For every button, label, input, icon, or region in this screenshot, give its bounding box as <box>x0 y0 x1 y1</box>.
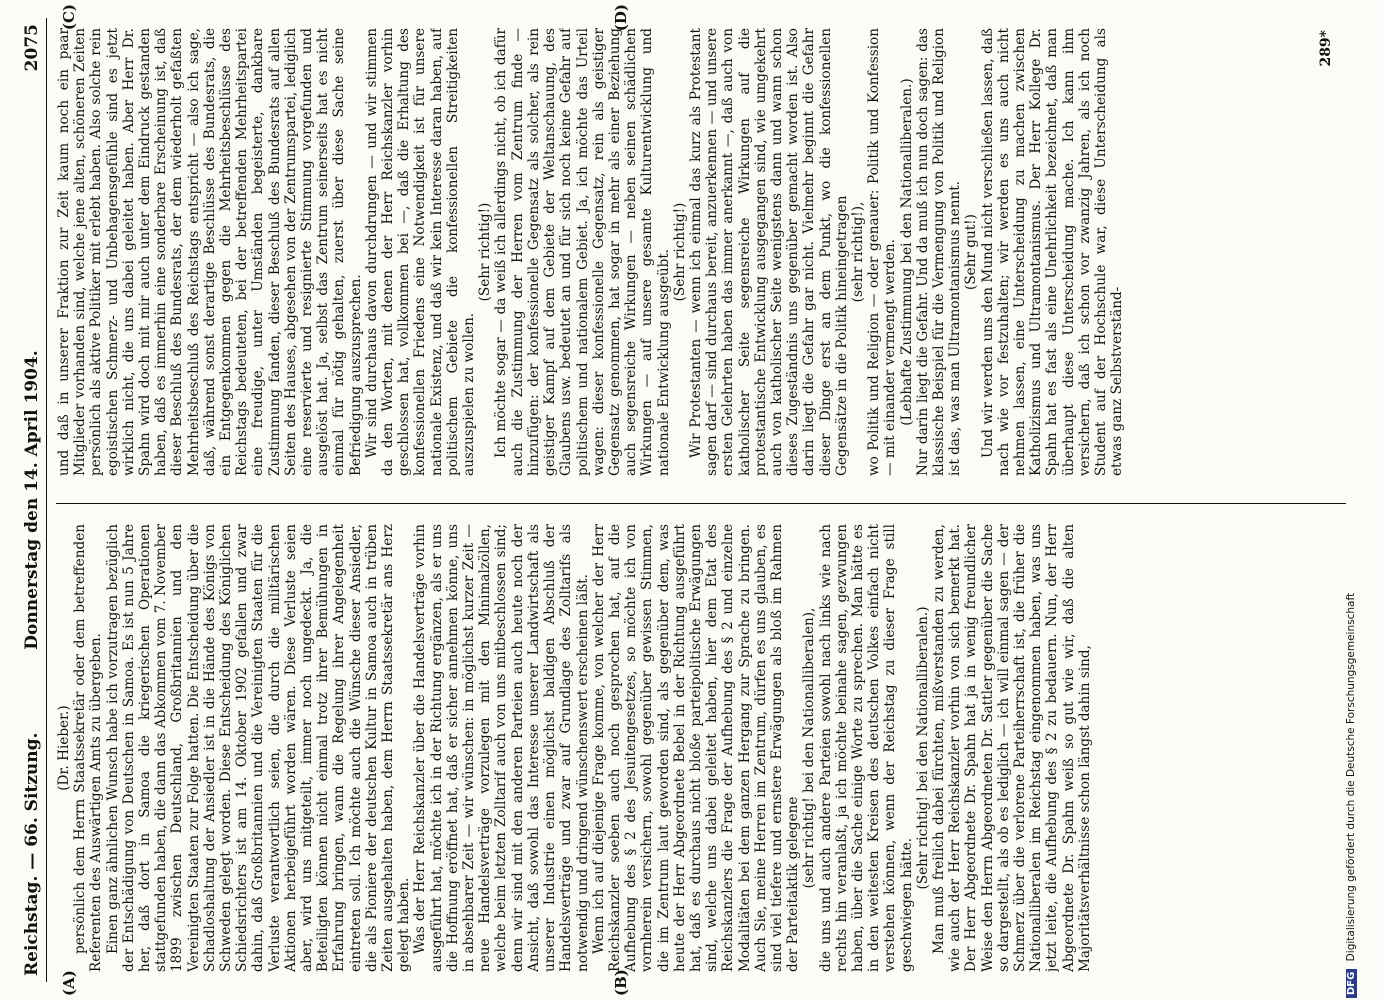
digitization-text: Digitalisierung gefördert durch die Deutsche Forschungsgemeinschaft <box>1345 592 1357 962</box>
paragraph: Wir Protestanten — wenn ich einmal das kurz als Protestant sagen darf — sind durchaus bereit, anzuerkennen — und unsere ersten Gelehrten haben das immer anerkannt —, daß auch von katholischer Seite segensreiche Wirkungen auf die protestantische Entwicklung ausgegangen sind, wie umgekehrt auch von katholischer Seite wenigstens dann und wann schon dieses Zugeständnis uns gegenüber gemacht worden ist. Also darin liegt die Gefahr gar nicht. Vielmehr beginnt die Gefahr dieser Dinge erst an dem Punkt, wo die konfessionellen Gegensätze in die Politik hineingetragen <box>687 28 850 476</box>
page-header <box>8 18 48 982</box>
paragraph: wo Politik und Religion — oder genauer: Politik und Konfession — mit einander vermengt werden. <box>866 28 899 476</box>
paragraph: Was der Herr Reichskanzler über die Handelsverträge vorhin ausgeführt hat, möchte ich in der Richtung ergänzen, als er uns die Hoffnung eröffnet hat, daß er sicher annehmen könne, uns in absehbarer Zeit — wir wünschen: in möglichst kurzer Zeit — neue Handelsverträge vorzulegen mit den Minimalzöllen, welche beim letzten Zolltarif auch von uns mitbeschlossen sind; denn wir sind mit den anderen Parteien auch heute noch der Ansicht, daß sowohl das Interesse unserer Landwirtschaft als unserer Industrie einen möglichst baldigen Abschluß der Handelsverträge und zwar auf Grundlage des Zolltarifs als notwendig und dringend wünschenswert erscheinen läßt. <box>412 524 591 972</box>
paragraph: die uns und auch andere Parteien sowohl nach links wie nach rechts hin veranlaßt, ja ich möchte beinahe sagen, gezwungen haben, über die Sache einige Worte zu sprechen. Man hätte es in den weitesten Kreisen des deutschen Volkes einfach nicht verstehen können, wenn der Reichstag zu dieser Frage still geschwiegen hätte. <box>817 524 915 972</box>
margin-marker-b: (B) <box>612 969 630 996</box>
dfg-logo: DFG <box>1346 969 1357 998</box>
margin-marker-c: (C) <box>60 4 78 31</box>
paragraph: Wir sind durchaus davon durchdrungen — und wir stimmen da den Worten, mit denen der Herr Reichskanzler vorhin geschlossen hat, vollkommen bei —, daß die Erhaltung des konfessionellen Friedens eine Notwendigkeit ist für unsere nationale Existenz, und daß wir kein Interesse daran haben, auf politischem Gebiete die konfessionellen Streitigkeiten auszuspielen zu wollen. <box>363 28 478 476</box>
right-column <box>56 28 1356 476</box>
header-session: Reichstag. — 66. Sitzung. <box>22 732 42 976</box>
interjection: (Lebhafte Zustimmung bei den Nationalliberalen.) <box>898 78 915 426</box>
column-divider <box>56 503 1346 504</box>
interjection: (sehr richtig! bei den Nationalliberalen), <box>801 607 818 889</box>
interjection: (Sehr richtig!) <box>477 202 494 302</box>
header-page-number: 2075 <box>22 24 42 72</box>
margin-marker-d: (D) <box>612 4 630 32</box>
left-column <box>56 524 1356 972</box>
paragraph: Ich möchte sogar — da weiß ich allerdings nicht, ob ich dafür auch die Zustimmung der Herren vom Zentrum finde — hinzufügen: der konfessionelle Gegensatz als solcher, als rein geistiger Kampf auf dem Gebiete der Weltanschauung, des Glaubens usw. bedeutet an und für sich noch keine Gefahr auf politischem und nationalem Gebiet. Ja, ich möchte das Urteil wagen: dieser konfessionelle Gegensatz, rein als geistiger Gegensatz genommen, hat sogar in mehr als einer Beziehung auch segensreiche Wirkungen — neben seinen schädlichen Wirkungen — auf unsere gesamte Kulturentwicklung und nationale Entwicklung ausgeübt. <box>493 28 672 476</box>
paragraph: Nur darin liegt die Gefahr. Und da muß ich nun doch sagen: das klassische Beispiel für die Vermengung von Politik und Religion ist das, was man Ultramontanismus nennt. <box>914 28 964 476</box>
digitization-note <box>1345 8 1365 998</box>
paragraph: Einen ganz ähnlichen Wunsch habe ich vorzutragen bezüglich der Entschädigung von Deutschen in Samoa. Es ist nun 5 Jahre her, daß dort in Samoa die kriegerischen Operationen stattgefunden haben, die dann das Abkommen vom 7. November 1899 zwischen Deutschland, Großbritannien und den Vereinigten Staaten zur Folge hatten. Die Entscheidung über die Schadloshaltung der Ansiedler ist in die Hände des Königs von Schweden gelegt worden. Diese Entscheidung des Königlichen Schiedsrichters ist am 14. Oktober 1902 gefallen und zwar dahin, daß Großbritannien und die Vereinigten Staaten für die Verluste verantwortlich seien, die durch die militärischen Aktionen herbeigeführt worden wären. Diese Verluste seien aber, wird uns mitgeteilt, immer noch ungedeckt. Ja, die Beteiligten können nicht einmal trotz ihrer Bemühungen in Erfahrung bringen, wann die Regelung ihrer Angelegenheit eintreten soll. Ich möchte auch die Wünsche dieser Ansiedler, die als Pioniere der deutschen Kultur in Samoa auch in trüben Zeiten ausgehalten haben, dem Herrn Staatssekretär ans Herz gelegt haben. <box>104 524 413 972</box>
paragraph: Wenn ich auf diejenige Frage komme, von welcher der Herr Reichskanzler soeben auch noch gesprochen hat, auf die Aufhebung des § 2 des Jesuitengesetzes, so möchte ich von vornherein versichern, sowohl gegenüber gewissen Stimmen, die im Zentrum laut geworden sind, als gegenüber dem, was heute der Herr Abgeordnete Bebel in der Richtung ausgeführt hat, daß es durchaus nicht bloße parteipolitische Erwägungen sind, welche uns dabei geleitet haben, hier dem Etat des Reichskanzlers die Frage der Aufhebung des § 2 und einzelne Modalitäten bei dem ganzen Hergang zur Sprache zu bringen. Auch Sie, meine Herren im Zentrum, dürfen es uns glauben, es sind viel tiefere und ernstere Erwägungen als bloß im Rahmen der Parteitaktik gelegene <box>590 524 802 972</box>
interjection: (Sehr richtig!) <box>671 202 688 302</box>
paragraph: Und wir werden uns den Mund nicht verschließen lassen, daß nach wie vor festzuhalten; wir werden es uns auch nicht nehmen lassen, eine Unterscheidung zu machen zwischen Katholizismus und Ultramontanismus. Der Herr Kollege Dr. Spahn hat es fast als eine Unehrlichkeit bezeichnet, daß man überhaupt diese Unterscheidung mache. Ich kann ihm versichern, daß ich schon vor zwanzig Jahren, als ich noch Student auf der Hochschule war, diese Unterscheidung als etwas ganz Selbstverständ- <box>979 28 1126 476</box>
interjection: (Sehr richtig! bei den Nationalliberalen.) <box>914 606 931 890</box>
speaker-label: (Dr. Hieber.) <box>56 705 72 791</box>
margin-marker-a: (A) <box>60 970 78 996</box>
interjection: (Sehr gut!) <box>963 214 980 290</box>
footer-page-mark: 289* <box>1318 30 1334 67</box>
paragraph: Man muß freilich dabei fürchten, mißverstanden zu werden, wie auch der Herr Reichskanzler vorhin von sich bemerkt hat. Der Herr Abgeordnete Dr. Spahn hat ja in wenig freundlicher Weise den Herrn Abgeordneten Dr. Sattler gegenüber die Sache so dargestellt, als ob es lediglich — ich will einmal sagen — der Schmerz über die verlorene Parteiherrschaft ist, die früher die Nationalliberalen im Reichstag eingenommen haben, was uns jetzt leite, die Aufhebung des § 2 zu bedauern. Nun, der Herr Abgeordnete Dr. Spahn weiß so gut wie wir, daß die alten Majoritätsverhältnisse schon längst dahin sind, <box>930 524 1093 972</box>
header-rule <box>46 18 47 982</box>
paragraph: persönlich dem Herrn Staatssekretär oder dem betreffenden Referenten des Auswärtigen Amts zu übergeben. <box>72 524 105 972</box>
header-date: Donnerstag den 14. April 1904. <box>22 350 42 650</box>
interjection: (sehr richtig!), <box>849 201 866 303</box>
paragraph: und daß in unserer Fraktion zur Zeit kaum noch ein paar Mitglieder vorhanden sind, welche jene alten, schöneren Zeiten persönlich als aktive Politiker mit erlebt haben. Also solche rein egoistischen Schmerz- und Unbehagensgefühle sind es jetzt wirklich nicht, die uns dabei geleitet haben. Aber Herr Dr. Spahn wird doch mit mir auch unter dem Eindruck gestanden haben, daß es immerhin eine sonderbare Erscheinung ist, daß dieser Beschluß des Bundesrats, der dem wiederholt gefaßten Mehrheitsbeschluß des Reichstags entspricht — also ich sage, daß, während sonst derartige Beschlüsse des Bundesrats, die ein Entgegenkommen gegen die Mehrheitsbeschlüsse des Reichstags bedeuteten, bei der betreffenden Mehrheitspartei eine freudige, unter Umständen begeisterte, dankbare Zustimmung fanden, dieser Beschluß des Bundesrats auf allen Seiten des Hauses, abgesehen von der Zentrumspartei, lediglich eine reservierte und resignierte Stimmung vorgefunden und ausgelöst hat. Ja, selbst das Zentrum seinerseits hat es nicht einmal für nötig gehalten, zuerst über diese Sache seine Befriedigung auszusprechen. <box>56 28 364 476</box>
